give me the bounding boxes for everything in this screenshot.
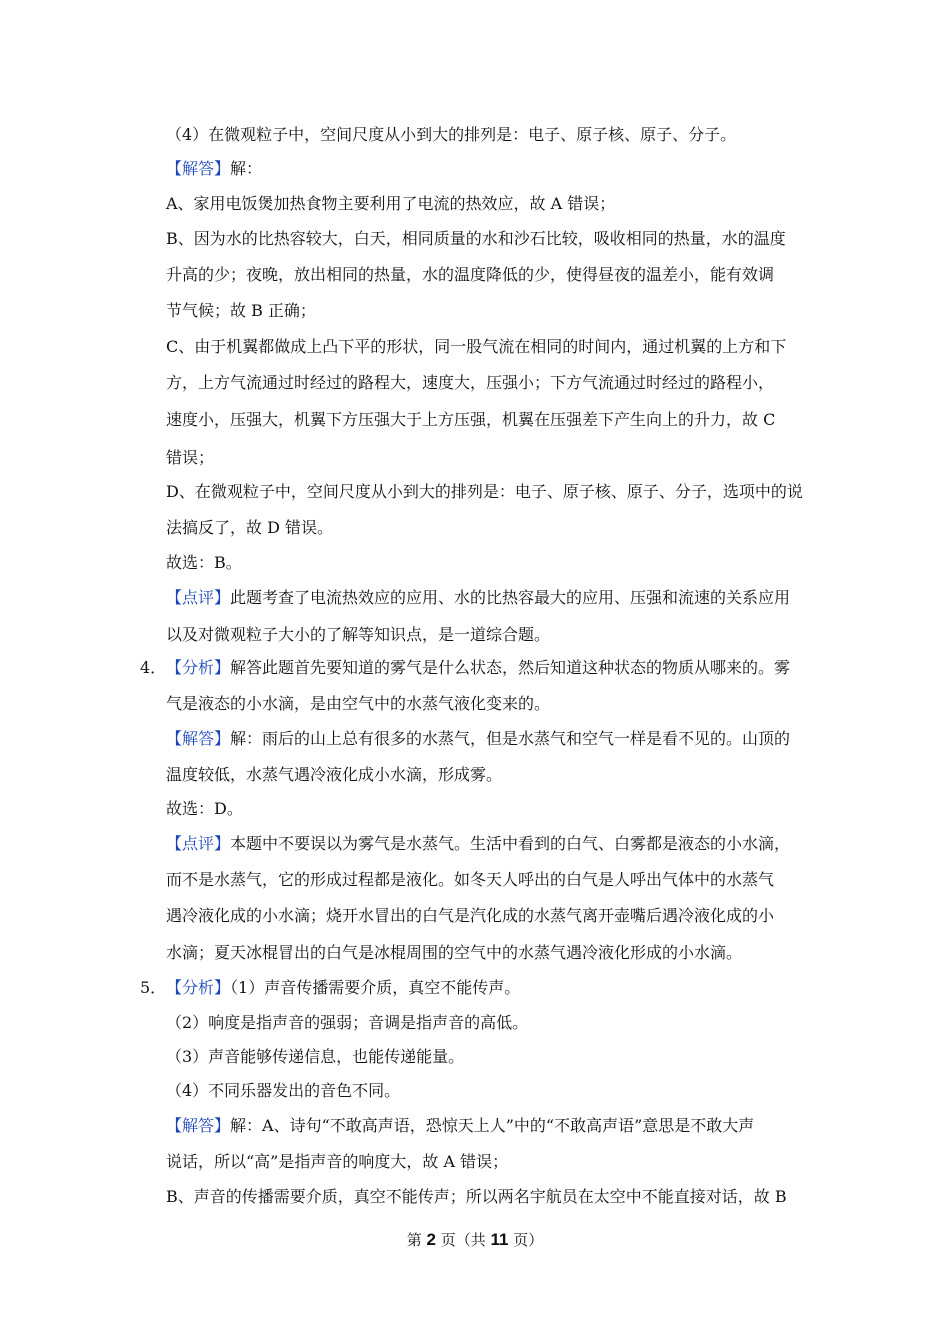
section-tag: 【解答】 [166,159,231,178]
text-line [166,264,774,286]
footer-suffix: 页） [513,1231,544,1249]
text-line [166,833,790,855]
text-line [166,1151,508,1173]
text-line [166,977,520,999]
line-text: 以及对微观粒子大小的了解等知识点，是一道综合题。 [166,625,551,644]
text-line [166,869,774,891]
text-line [166,409,775,431]
text-line [166,517,333,539]
line-text: 升高的少；夜晚，放出相同的热量，水的温度降低的少，使得昼夜的温差小，能有效调 [166,265,775,284]
line-text: B、因为水的比热容较大，白天，相同质量的水和沙石比较，吸收相同的热量，水的温度 [166,229,786,248]
line-text: （4）不同乐器发出的音色不同。 [166,1081,401,1100]
line-text: C、由于机翼都做成上凸下平的形状，同一股气流在相同的时间内，通过机翼的上方和下 [166,337,787,356]
section-tag: 【分析】 [166,658,231,677]
line-text: 故选：D。 [166,799,243,818]
text-line [166,624,550,646]
text-line [166,300,316,322]
footer-middle: 页（共 [440,1231,486,1249]
line-text: 节气候；故 B 正确； [166,301,316,320]
text-line [166,942,742,964]
section-tag: 【解答】 [166,1116,231,1135]
text-line [166,1186,787,1208]
line-text: 解： [230,159,263,178]
text-line [166,798,243,820]
line-text: 法搞反了，故 D 错误。 [166,518,334,537]
text-line [166,124,736,146]
question-number: 5． [140,978,167,997]
line-text: 速度小，压强大，机翼下方压强大于上方压强，机翼在压强差下产生向上的升力，故 C [166,410,776,429]
text-line [166,1080,400,1102]
line-text: （1）声音传播需要介质，真空不能传声。 [230,978,521,997]
section-tag: 【点评】 [166,588,231,607]
text-line [166,764,502,786]
line-text: 本题中不要误以为雾气是水蒸气。生活中看到的白气、白雾都是液态的小水滴， [230,834,791,853]
text-line [166,657,790,679]
text-line [166,158,262,180]
line-text: 解：A、诗句“不敢高声语，恐惊天上人”中的“不敢高声语”意思是不敢大声 [230,1116,755,1135]
line-text: 方，上方气流通过时经过的路程大，速度大，压强小；下方气流通过时经过的路程小， [166,373,775,392]
text-line [166,1115,754,1137]
line-text: （2）响度是指声音的强弱；音调是指声音的高低。 [166,1013,529,1032]
text-line [166,193,615,215]
text-line [166,728,790,750]
section-tag: 【解答】 [166,729,231,748]
line-text: 解答此题首先要知道的雾气是什么状态，然后知道这种状态的物质从哪来的。雾 [230,658,791,677]
text-line [166,336,786,358]
line-text: 而不是水蒸气，它的形成过程都是液化。如冬天人呼出的白气是人呼出气体中的水蒸气 [166,870,775,889]
line-text: （3）声音能够传递信息，也能传递能量。 [166,1047,465,1066]
line-text: 说话，所以“高”是指声音的响度大，故 A 错误； [166,1152,509,1171]
section-tag: 【点评】 [166,834,231,853]
footer-prefix: 第 [406,1231,422,1249]
text-line [166,552,242,574]
footer-total-pages: 11 [490,1230,509,1249]
text-line [166,372,774,394]
line-text: D、在微观粒子中，空间尺度从小到大的排列是：电子、原子核、原子、分子，选项中的说 [166,482,803,501]
line-text: （4）在微观粒子中，空间尺度从小到大的排列是：电子、原子核、原子、分子。 [166,125,737,144]
text-line [166,228,786,250]
footer-page-number: 2 [426,1230,436,1249]
line-text: 水滴；夏天冰棍冒出的白气是冰棍周围的空气中的水蒸气遇冷液化形成的小水滴。 [166,943,743,962]
text-line [166,447,214,469]
line-text: 此题考查了电流热效应的应用、水的比热容最大的应用、压强和流速的关系应用 [230,588,791,607]
line-text: 故选：B。 [166,553,242,572]
line-text: B、声音的传播需要介质，真空不能传声；所以两名宇航员在太空中不能直接对话，故 B [166,1187,787,1206]
text-line [166,1012,528,1034]
text-line [166,481,803,503]
line-text: 温度较低，水蒸气遇冷液化成小水滴，形成雾。 [166,765,503,784]
line-text: 遇冷液化成的小水滴；烧开水冒出的白气是汽化成的水蒸气离开壶嘴后遇冷液化成的小 [166,906,775,925]
text-line [166,1046,464,1068]
line-text: 解：雨后的山上总有很多的水蒸气，但是水蒸气和空气一样是看不见的。山顶的 [230,729,791,748]
line-text: 气是液态的小水滴，是由空气中的水蒸气液化变来的。 [166,694,551,713]
text-line [166,587,790,609]
line-text: A、家用电饭煲加热食物主要利用了电流的热效应，故 A 错误； [166,194,616,213]
line-text: 错误； [166,448,215,467]
question-number: 4． [140,658,167,677]
text-line [166,693,550,715]
page-footer [0,1229,950,1251]
section-tag: 【分析】 [166,978,231,997]
text-line [166,905,774,927]
